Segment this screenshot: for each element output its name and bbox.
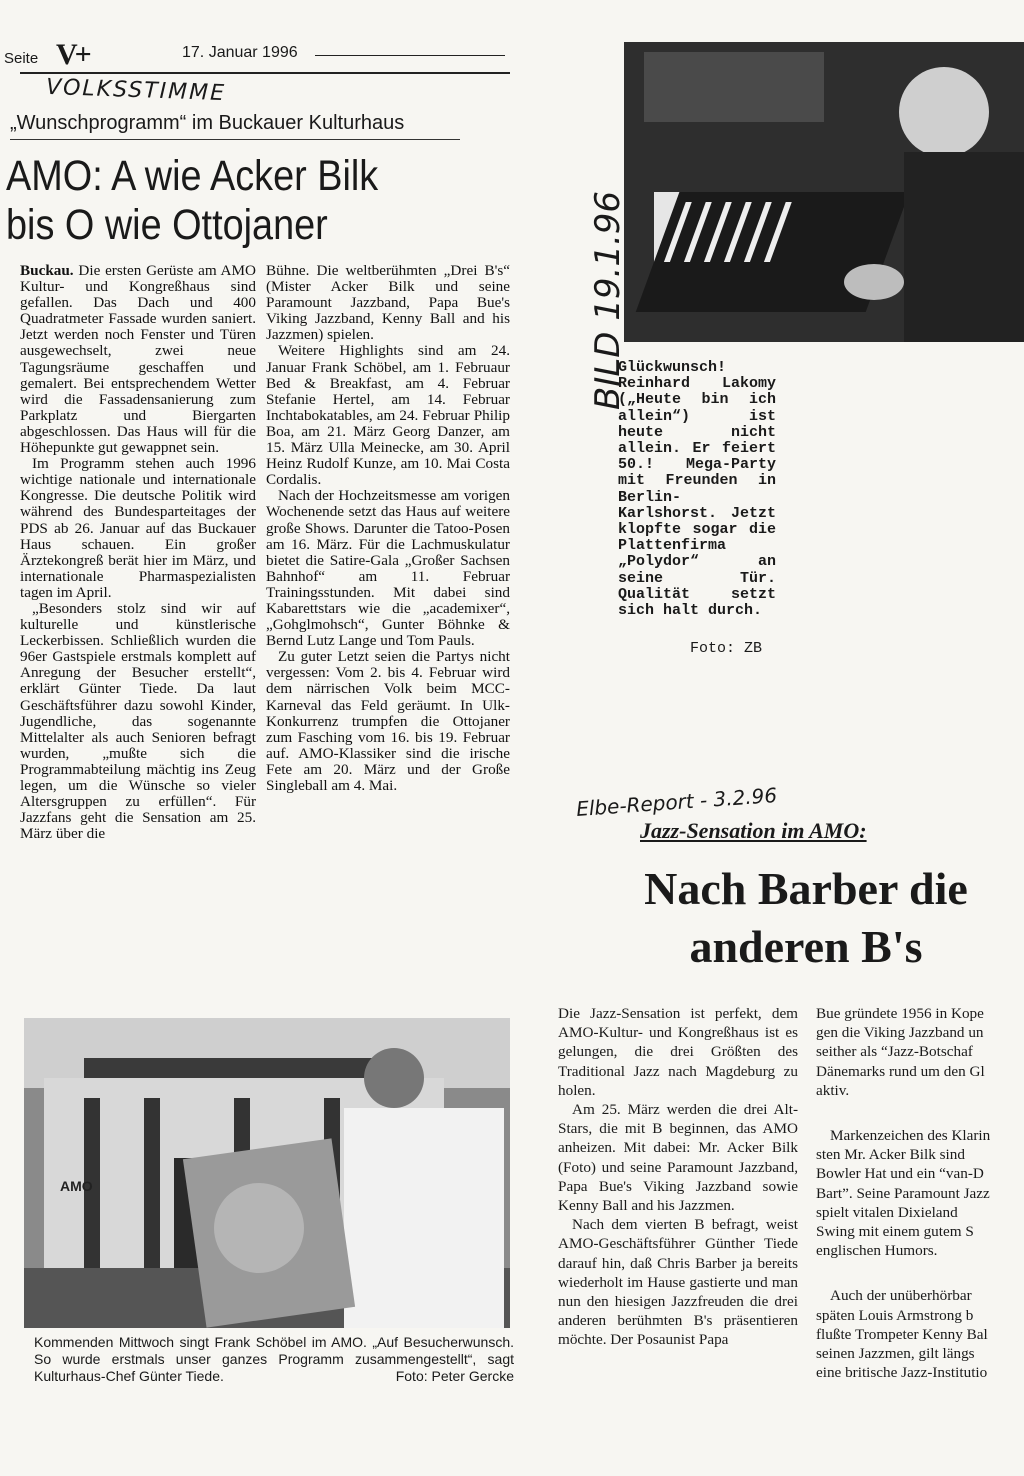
bild-caption: Glückwunsch! Reinhard Lakomy („Heute bin ich allein“) ist heute nicht allein. Er feiert 50.! Mega-Party mit Freunden in Berlin-Karlshorst. Jetzt klopfte sogar die Plattenfirma „Polydor“ an seine Tür. Qualität setzt sich halt durch. [618, 359, 776, 620]
text-line: Dänemarks rund um den Gl [816, 1062, 985, 1080]
paragraph-gap [816, 1260, 1024, 1286]
article2-headline [576, 860, 1024, 976]
text-line: seinen Jazzmen, gilt längs [816, 1345, 975, 1363]
article2-column-1 [558, 1004, 798, 1350]
building-photo-illustration [24, 1018, 510, 1328]
text-line: Auch der unüberhörbar [830, 1287, 972, 1305]
keyboard-photo-illustration [624, 42, 1024, 342]
text-line: gen die Viking Jazzband un [816, 1024, 984, 1042]
paragraph: Zu guter Letzt seien die Partys nicht vergessen: Vom 2. bis 4. Februar wird dem närrischen Volk beim MCC-Karneval das Feld geräumt. In Ulk-Konkurrenz trumpfen die Ottojaner zum Fasching vom 16. bis 19. Februar auf. AMO-Klassiker sind die irische Fete am 20. März und der Große Singleball am 4. Mai. [266, 648, 510, 794]
article1-column-1 [20, 263, 256, 842]
header-rule-bottom [20, 72, 510, 74]
headline-line-2: bis O wie Ottojaner [6, 201, 328, 249]
page-label: Seite [4, 50, 39, 67]
paragraph: Bühne. Die weltberühmten „Drei B's“ (Mister Acker Bilk und seine Paramount Jazzband, Papa Bue's Viking Jazzband, Kenny Ball and his Jazzmen) spielen. [266, 262, 510, 344]
article1-column-2 [266, 263, 510, 794]
paragraph: Nach der Hochzeitsmesse am vorigen Wochenende setzt das Haus auf weitere große Shows. Darunter die Tatoo-Posen am 16. März. Für die Lachmuskulatur bietet die Satire-Gala „Großer Sachsen Bahnhof“ am 11. Februar Trainingsstunden. Mit dabei sind Kabarettstars wie die „academixer“, „Gohglmohsch“, Gunter Böhnke & Bernd Lutz Lange und Tom Pauls. [266, 487, 510, 650]
handwritten-bild-date: BILD 19.1.96 [588, 190, 628, 410]
photo-credit: Foto: Peter Gercke [395, 1368, 514, 1384]
headline-line-1: Nach Barber die [644, 863, 968, 914]
paragraph: Die Jazz-Sensation ist perfekt, dem AMO-Kultur- und Kongreßhaus ist es gelungen, die drei Größten des Traditional Jazz nach Magdeburg zu holen. [558, 1005, 798, 1099]
text-line: englischen Humors. [816, 1242, 938, 1260]
lakomy-photo [624, 42, 1024, 342]
text-line: späten Louis Armstrong b [816, 1306, 974, 1324]
headline-line-1: AMO: A wie Acker Bilk [6, 152, 379, 200]
header-rule [315, 55, 505, 56]
newspaper-logo: V+ [56, 38, 89, 71]
paragraph: Die ersten Gerüste am AMO Kultur- und Kongreßhaus sind gefallen. Das Dach und 400 Quadratmeter Fassade wurden saniert. Jetzt werden noch Fenster und Türen ausgewechselt, zwei neue Tagungsräume geschaffen und gemalert. Bei entsprechendem Wetter wird die Fassadensanierung zum Parkplatz und Biergarten abgeschlossen. Das Haus will für die Höhepunkte gut gewappnet sein. [20, 262, 256, 457]
article2-kicker: Jazz-Sensation im AMO: [640, 818, 867, 843]
dateline: Buckau. [20, 262, 74, 279]
caption-text: Kommenden Mittwoch singt Frank Schöbel im AMO. „Auf Besucherwunsch. So wurde erstmals unser ganzes Programm zusammengestellt“, sagt Kulturhaus-Chef Günter Tiede. [34, 1334, 514, 1384]
text-line: Bart”. Seine Paramount Jazz [816, 1184, 990, 1202]
text-line: Bue gründete 1956 in Kope [816, 1005, 984, 1022]
article1-subheadline: „Wunschprogramm“ im Buckauer Kulturhaus [10, 112, 405, 134]
amo-building-photo [24, 1018, 510, 1328]
text-line: Swing mit einem gutem S [816, 1223, 974, 1241]
paragraph: Nach dem vierten B befragt, weist AMO-Geschäftsführer Günther Tiede darauf hin, daß Chris Barber ja bereits wiederholt im Hause gastierte und man nun den hiesigen Jazzfreuden die drei anderen berühmten B's präsentieren möchte. Der Posaunist Papa [558, 1216, 798, 1349]
photo-caption [34, 1334, 514, 1385]
handwritten-elbe-report: Elbe-Report - 3.2.96 [575, 783, 778, 821]
article1-headline [6, 152, 499, 250]
text-line: sten Mr. Acker Bilk sind [816, 1146, 965, 1164]
paragraph-gap [816, 1100, 1024, 1126]
text-line: Bowler Hat und ein “van-D [816, 1165, 984, 1183]
article2-column-2 [816, 1004, 1024, 1382]
bild-photo-credit: Foto: ZB [690, 640, 763, 657]
text-line: seither als “Jazz-Botschaf [816, 1043, 973, 1061]
paragraph: Am 25. März werden die drei Alt-Stars, die mit B beginnen, das AMO anheizen. Mit dabei: Mr. Acker Bilk (Foto) und seine Paramount Jazzband, Papa Bue's Viking Jazzband sowie Kenny Ball and his Jazzmen. [558, 1101, 798, 1215]
text-line: Markenzeichen des Klarin [830, 1127, 991, 1145]
clipping-date: 17. Januar 1996 [182, 44, 298, 61]
paragraph: Weitere Highlights sind am 24. Januar Frank Schöbel, am 1. Februaur Bed & Breakfast, am 4. Februar Stefanie Hertel, am 14. Februar Inchtabokatables, am 24. Februar Philip Boa, am 21. März Georg Danzer, am 15. März Ulla Meinecke, am 30. April Heinz Rudolf Kunze, am 10. Mai Costa Cordalis. [266, 342, 510, 489]
handwritten-source: VOLKSSTIMME [45, 74, 227, 107]
paragraph: „Besonders stolz sind wir auf kulturelle und künstlerische Leckerbissen. Schließlich wurden die 96er Gastspiele erstmals komplett auf Anregung der Besucher erstellt“, erklärt Günter Tiede. Da laut Geschäftsführer dazu sowohl Kinder, Jugendliche, das sogenannte Mittelalter als auch Senioren befragt wurden, „mußte sich die Programmabteilung mächtig ins Zeug legen, um die Wünsche so vieler Altersgruppen zu erfüllen“. Für Jazzfans geht die Sensation am 25. März über die [20, 599, 256, 843]
text-line: flußte Trompeter Kenny Bal [816, 1325, 988, 1343]
text-line: spielt vitalen Dixieland [816, 1203, 958, 1221]
paragraph: Im Programm stehen auch 1996 wichtige nationale und internationale Kongresse. Die deutsche Politik wird während des Bundesparteitages der PDS ab 26. Januar auf das Buckauer Haus schauen. Ein großer Ärztekongreß berät hier im März, und internationale Pharmaspezialisten tagen im April. [20, 455, 256, 601]
subheadline-rule [10, 139, 460, 140]
text-line: aktiv. [816, 1081, 850, 1099]
amo-sign: AMO [60, 1178, 93, 1194]
text-line: eine britische Jazz-Institutio [816, 1364, 988, 1382]
headline-line-2: anderen B's [689, 921, 923, 972]
